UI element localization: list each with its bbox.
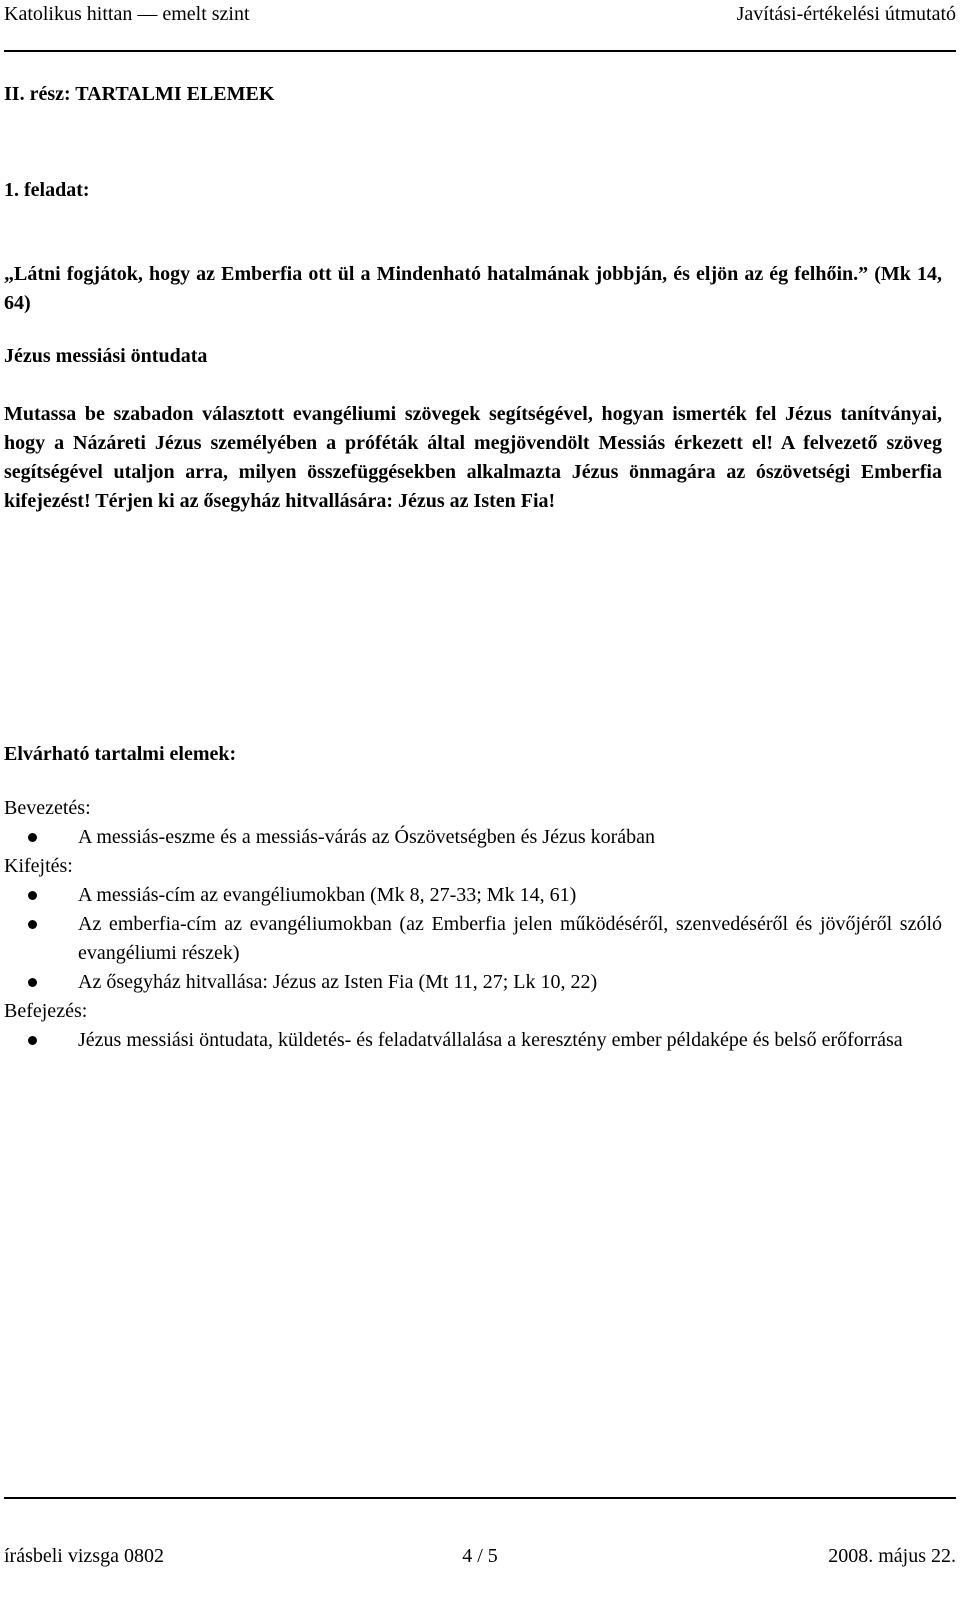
bullet-icon: [28, 1036, 37, 1045]
expected-heading: Elvárható tartalmi elemek:: [4, 743, 237, 765]
list-item: A messiás-cím az evangéliumokban (Mk 8, 27-33; Mk 14, 61): [4, 881, 942, 910]
task-text: Mutassa be szabadon választott evangéliumi szövegek segítségével, hogyan ismerték fel Jézus tanítványai, hogy a Názáreti Jézus személyében a próféták által megjövendölt Messiás érkezett el! A felvezető szöveg segítségével utaljon arra, milyen összefüggésekben alkalmazta Jézus önmagára az ószövetségi Emberfia kifejezést! Térjen ki az ősegyház hitvallására: Jézus az Isten Fia!: [4, 403, 942, 512]
section-label-intro: Bevezetés:: [4, 797, 91, 819]
expected-elements: [4, 794, 942, 1055]
footer-exam-code: írásbeli vizsga 0802: [4, 1545, 164, 1567]
bullet-icon: [28, 891, 37, 900]
bullet-icon: [28, 920, 37, 929]
bullet-icon: [28, 833, 37, 842]
intro-list: [4, 823, 942, 852]
conclusion-list: [4, 1026, 942, 1055]
header-doc-type: Javítási-értékelési útmutató: [736, 3, 956, 25]
task-title: 1. feladat:: [4, 179, 90, 201]
part-title: II. rész: TARTALMI ELEMEK: [4, 83, 275, 105]
task-subtitle: Jézus messiási öntudata: [4, 345, 208, 367]
section-label-conclusion: Befejezés:: [4, 1000, 88, 1022]
body-list: [4, 881, 942, 997]
list-item: Az emberfia-cím az evangéliumokban (az Emberfia jelen működéséről, szenvedéséről és jövőjéről szóló evangéliumi részek): [4, 910, 942, 968]
footer-divider: [4, 1497, 956, 1499]
list-item: Az ősegyház hitvallása: Jézus az Isten Fia (Mt 11, 27; Lk 10, 22): [4, 968, 942, 997]
list-item: A messiás-eszme és a messiás-várás az Ószövetségben és Jézus korában: [4, 823, 942, 852]
header-subject: Katolikus hittan — emelt szint: [4, 3, 250, 25]
section-label-body: Kifejtés:: [4, 855, 73, 877]
page-header: [4, 0, 956, 34]
quote: „Látni fogjátok, hogy az Emberfia ott ül a Mindenható hatalmának jobbján, és eljön az ég felhőin.” (Mk 14, 64): [4, 263, 942, 314]
footer-page-number: 4 / 5: [462, 1545, 498, 1567]
page-footer: [4, 1542, 956, 1572]
header-divider: [4, 50, 956, 52]
list-item: Jézus messiási öntudata, küldetés- és feladatvállalása a keresztény ember példaképe és belső erőforrása: [4, 1026, 942, 1055]
footer-date: 2008. május 22.: [828, 1545, 956, 1567]
bullet-icon: [28, 978, 37, 987]
